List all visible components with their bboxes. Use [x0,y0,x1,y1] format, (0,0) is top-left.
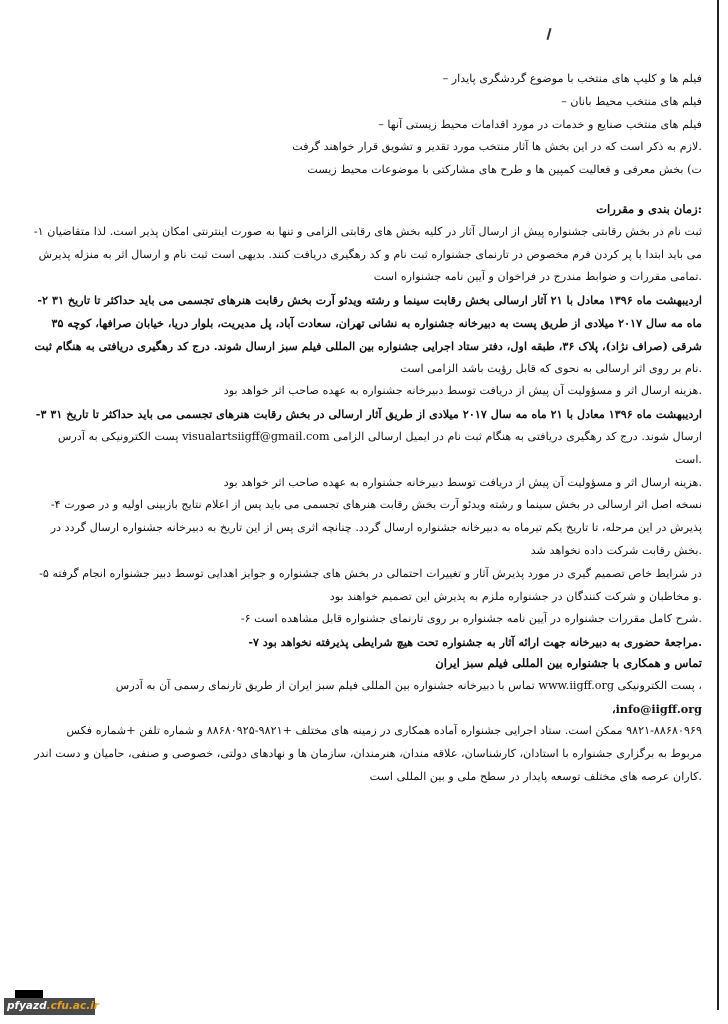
text-line[interactable]: ارسال شوند. درج کد رهگیری دریافتی به هنگام ثبت نام در ایمیل ارسالی الزامی visualartsiigff@gmail.com پست الکترونیکی به آدرس [57,429,702,443]
section-heading: تماس و همکاری با جشنواره بین المللی فیلم سبز ایران [435,656,702,670]
page-border [717,0,719,1010]
watermark-logo [4,998,99,1015]
text-line: می باید ابتدا با پر کردن فرم مخصوص در تارنمای جشنواره ثبت نام و کد رهگیری دریافت کنند. بدیهی است ثبت نام و ارسال اثر به منزله پذیرش [38,247,702,261]
text-line: فیلم های منتخب محیط بانان – [561,94,702,108]
text-line: در شرایط خاص تصمیم گیری در مورد پذیرش آثار و تغییرات احتمالی در بخش های جشنواره و جوایز اهدایی توسط دبیر جشنواره انجام گرفته ‎-۵ [39,566,702,580]
text-line: .هزینه ارسال اثر و مسؤولیت آن پیش از دریافت توسط دبیرخانه جشنواره به عهده صاحب اثر خواهد بود [223,475,702,489]
text-line: .نام بر روی اثر ارسالی به نحوی که قابل رؤیت باشد الزامی است [400,361,702,375]
text-line: ت) بخش معرفی و فعالیت کمپین ها و طرح های مشارکتی با موضوعات محیط زیست [307,163,702,177]
text-line: اردیبهشت ماه ۱۳۹۶ معادل با ۲۱ آثار ارسالی بخش رقابت سینما و رشته ویدئو آرت بخش رقابت هنرهای تجسمی می باید حداکثر تا تاریخ ۳۱ ‎-۲ [37,293,702,308]
text-line: .مراجعهٔ حضوری به دبیرخانه جهت ارائه آثار به جشنواره تحت هیچ شرایطی پذیرفته نخواهد بود ‎-۷ [248,635,702,650]
text-line: .است [674,452,702,466]
text-line: فیلم های منتخب صنایع و خدمات در مورد اقدامات محیط زیستی آنها – [378,117,702,131]
text-line: پذیرش در این مرحله، تا تاریخ یکم تیرماه به دبیرخانه جشنواره ارسال گردد. چنانچه اثری پس از این تاریخ به دبیرخانه جشنواره ارسال گردد در [50,521,702,535]
text-line: .بخش رقابت شرکت داده نخواهد شد [530,543,702,557]
text-line: اردیبهشت ماه ۱۳۹۶ معادل با ۲۱ ماه مه سال ۲۰۱۷ میلادی از طریق آثار ارسالی در بخش رقابت هنرهای تجسمی می باید حداکثر تا تاریخ ۳۱ ‎-۳ [35,407,702,422]
text-line: ثبت نام در بخش رقابتی جشنواره پیش از ارسال آثار در کلیه بخش های رقابتی الزامی و تنها به صورت اینترنتی امکان پذیر است. لذا متقاضیان ‎-۱ [33,224,702,238]
text-line: .کاران عرصه های مختلف توسعه پایدار در سطح ملی و بین المللی است [369,769,702,783]
text-line: ماه مه سال ۲۰۱۷ میلادی از طریق پست به دبیرخانه جشنواره به نشانی تهران، سعادت آباد، پل مدیریت، بلوار دریا، خیابان صرافها، کوچه ۳۵ [51,315,702,330]
text-line: .و مخاطبان و شرکت کنندگان در جشنواره ملزم به پذیرش این تصمیم خواهند بود [329,589,702,603]
text-line: ۹۸۲۱-۸۸۶۸۰۹۶۹ ممکن است. ستاد اجرایی جشنواره آماده همکاری در زمینه های مختلف +۹۸۲۱-۸۸۶۸۰۹۲۵ و شماره تلفن +شماره فکس [66,724,702,738]
section-heading: :زمان بندی و مقررات [596,202,702,216]
category-list [42,68,702,182]
text-line: مربوط به برگزاری جشنواره با استادان، کارشناسان، علاقه مندان، هنرمندان، سازمان ها و نهادهای دولتی، خصوصی و صنفی، حامیان و دست اندر [34,747,702,761]
email-line[interactable]: info@iigff.org، [611,701,702,716]
pen-mark [546,28,551,40]
text-line: .تمامی مقررات و ضوابط مندرج در فراخوان و آیین نامه جشنواره است [373,270,702,284]
text-line: .شرح کامل مقررات جشنواره در آیین نامه جشنواره بر روی تارنمای جشنواره قابل مشاهده است ‎-۶ [240,612,702,626]
schedule-section [33,198,702,654]
text-line: .لازم به ذکر است که در این بخش ها آثار منتخب مورد تقدیر و تشویق قرار خواهند گرفت [292,140,702,154]
watermark-part: .cfu.ac.ir [46,1000,99,1012]
contact-section [34,652,702,789]
text-line: فیلم ها و کلیپ های منتخب با موضوع گردشگری پایدار – [442,72,702,85]
text-line: شرقی (صراف نژاد)، پلاک ۳۶، طبقه اول، دفتر ستاد اجرایی جشنواره بین المللی فیلم سبز ارسال شوند. درج کد رهگیری دریافتی به هنگام ثبت [34,338,702,353]
text-line[interactable]: ، پست الکترونیکی www.iigff.org تماس با دبیرخانه جشنواره بین المللی فیلم سبز ایران از طریق تارنمای رسمی آن به آدرس [115,678,702,692]
text-line: .هزینه ارسال اثر و مسؤولیت آن پیش از دریافت توسط دبیرخانه جشنواره به عهده صاحب اثر خواهد بود [223,384,702,398]
watermark-part: pfyazd [7,1000,47,1012]
text-line: نسخه اصل اثر ارسالی در بخش سینما و رشته ویدئو آرت بخش رقابت هنرهای تجسمی می باید پس از اعلام نتایج بازبینی اولیه و در صورت ‎-۴ [50,498,702,512]
